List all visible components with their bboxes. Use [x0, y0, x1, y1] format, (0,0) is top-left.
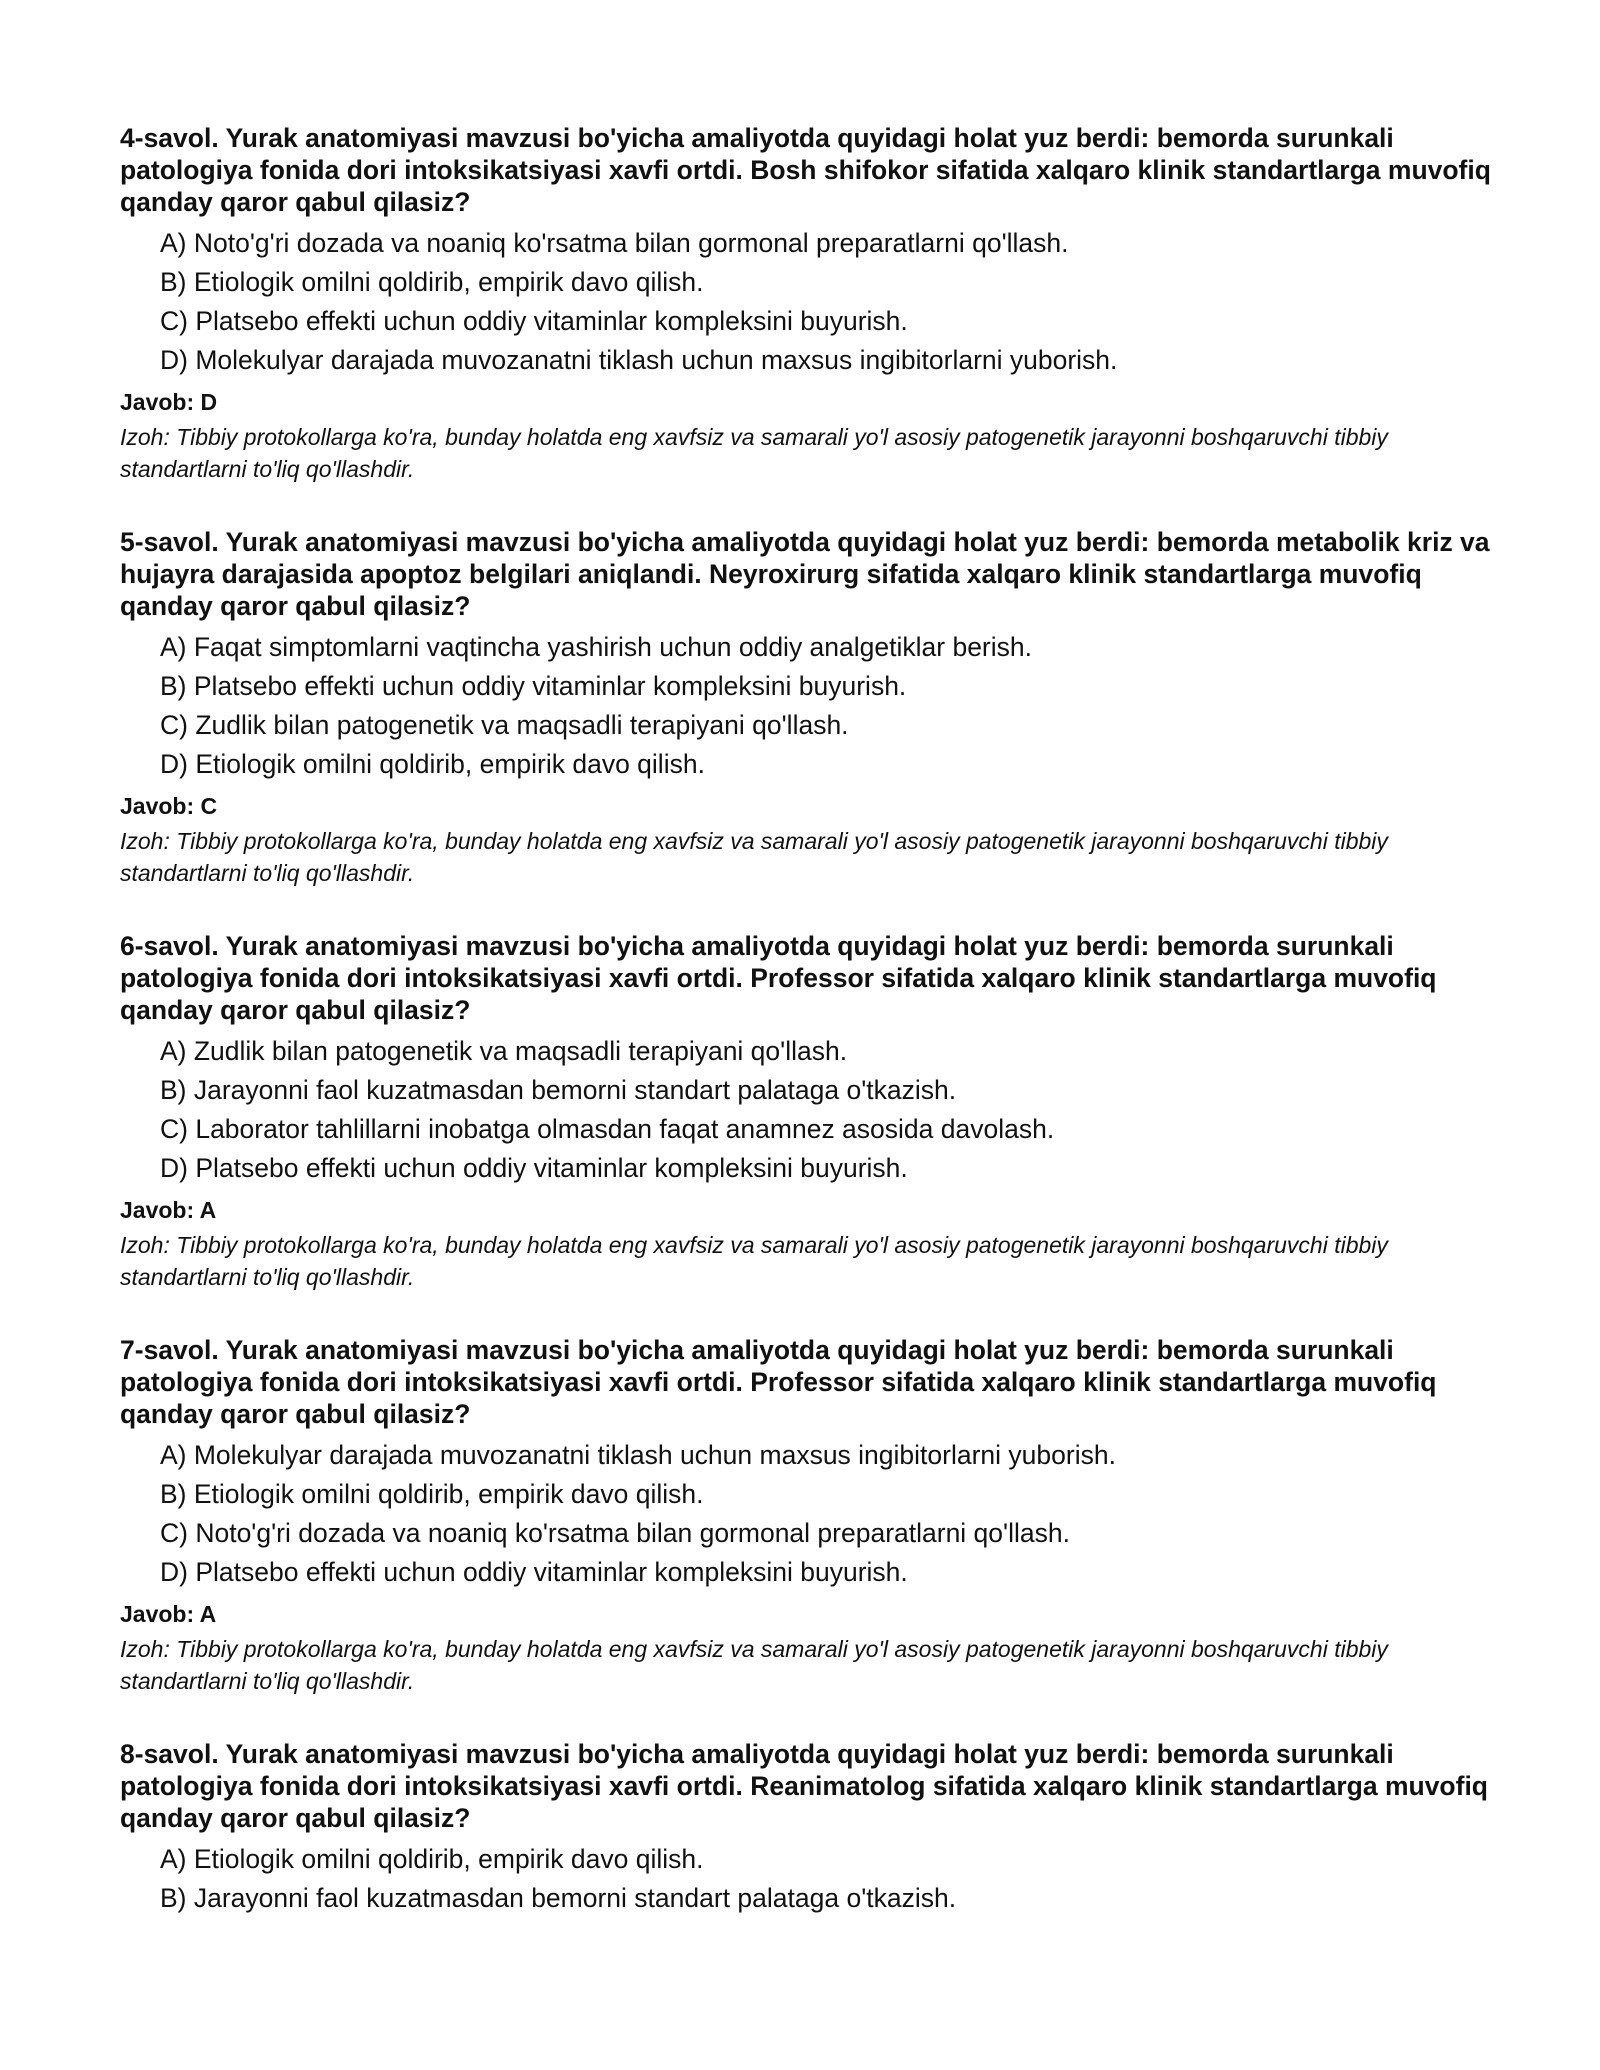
option-d: D) Platsebo effekti uchun oddiy vitaminlar kompleksini buyurish.	[160, 1557, 908, 1587]
explanation-note: Izoh: Tibbiy protokollarga ko'ra, bunday holatda eng xavfsiz va samarali yo'l asosiy patogenetik jarayonni boshqaruvchi tibbiy standartlarni to'liq qo'llashdir.	[120, 1232, 1388, 1290]
option-d: D) Molekulyar darajada muvozanatni tiklash uchun maxsus ingibitorlarni yuborish.	[160, 345, 1118, 375]
question-text: 5-savol. Yurak anatomiyasi mavzusi bo'yicha amaliyotda quyidagi holat yuz berdi: bemorda metabolik kriz va hujayra darajasida apoptoz belgilari aniqlandi. Neyroxirurg sifatida xalqaro klinik standartlarga muvofiq qanday qaror qabul qilasiz?	[120, 527, 1490, 621]
option-c: C) Noto'g'ri dozada va noaniq ko'rsatma bilan gormonal preparatlarni qo'llash.	[160, 1518, 1070, 1548]
question-text: 6-savol. Yurak anatomiyasi mavzusi bo'yicha amaliyotda quyidagi holat yuz berdi: bemorda surunkali patologiya fonida dori intoksikatsiyasi xavfi ortdi. Professor sifatida xalqaro klinik standartlarga muvofiq qanday qaror qabul qilasiz?	[120, 931, 1437, 1025]
option-a: A) Noto'g'ri dozada va noaniq ko'rsatma bilan gormonal preparatlarni qo'llash.	[160, 228, 1069, 258]
option-d: D) Etiologik omilni qoldirib, empirik davo qilish.	[160, 749, 705, 779]
option-a: A) Etiologik omilni qoldirib, empirik davo qilish.	[160, 1844, 704, 1874]
option-b: B) Platsebo effekti uchun oddiy vitaminlar kompleksini buyurish.	[160, 671, 907, 701]
options-list	[120, 628, 1500, 784]
option-b: B) Etiologik omilni qoldirib, empirik davo qilish.	[160, 1479, 704, 1509]
document-page	[120, 122, 1500, 1959]
answer: Javob: A	[120, 1197, 217, 1223]
option-b: B) Etiologik omilni qoldirib, empirik davo qilish.	[160, 267, 704, 297]
option-a: A) Molekulyar darajada muvozanatni tiklash uchun maxsus ingibitorlarni yuborish.	[160, 1440, 1116, 1470]
question-4	[120, 122, 1500, 485]
options-list	[120, 1032, 1500, 1188]
question-text: 7-savol. Yurak anatomiyasi mavzusi bo'yicha amaliyotda quyidagi holat yuz berdi: bemorda surunkali patologiya fonida dori intoksikatsiyasi xavfi ortdi. Professor sifatida xalqaro klinik standartlarga muvofiq qanday qaror qabul qilasiz?	[120, 1335, 1437, 1429]
option-c: C) Laborator tahlillarni inobatga olmasdan faqat anamnez asosida davolash.	[160, 1114, 1055, 1144]
question-6	[120, 930, 1500, 1293]
question-text: 4-savol. Yurak anatomiyasi mavzusi bo'yicha amaliyotda quyidagi holat yuz berdi: bemorda surunkali patologiya fonida dori intoksikatsiyasi xavfi ortdi. Bosh shifokor sifatida xalqaro klinik standartlarga muvofiq qanday qaror qabul qilasiz?	[120, 123, 1491, 217]
answer: Javob: C	[120, 793, 218, 819]
options-list	[120, 1840, 1500, 1918]
answer: Javob: A	[120, 1601, 217, 1627]
option-a: A) Zudlik bilan patogenetik va maqsadli terapiyani qo'llash.	[160, 1036, 848, 1066]
option-a: A) Faqat simptomlarni vaqtincha yashirish uchun oddiy analgetiklar berish.	[160, 632, 1032, 662]
question-5	[120, 526, 1500, 889]
option-b: B) Jarayonni faol kuzatmasdan bemorni standart palataga o'tkazish.	[160, 1075, 957, 1105]
question-text: 8-savol. Yurak anatomiyasi mavzusi bo'yicha amaliyotda quyidagi holat yuz berdi: bemorda surunkali patologiya fonida dori intoksikatsiyasi xavfi ortdi. Reanimatolog sifatida xalqaro klinik standartlarga muvofiq qanday qaror qabul qilasiz?	[120, 1739, 1488, 1833]
options-list	[120, 1436, 1500, 1592]
option-b: B) Jarayonni faol kuzatmasdan bemorni standart palataga o'tkazish.	[160, 1883, 957, 1913]
question-7	[120, 1334, 1500, 1697]
question-8	[120, 1738, 1500, 1918]
explanation-note: Izoh: Tibbiy protokollarga ko'ra, bunday holatda eng xavfsiz va samarali yo'l asosiy patogenetik jarayonni boshqaruvchi tibbiy standartlarni to'liq qo'llashdir.	[120, 828, 1388, 886]
explanation-note: Izoh: Tibbiy protokollarga ko'ra, bunday holatda eng xavfsiz va samarali yo'l asosiy patogenetik jarayonni boshqaruvchi tibbiy standartlarni to'liq qo'llashdir.	[120, 424, 1388, 482]
option-c: C) Platsebo effekti uchun oddiy vitaminlar kompleksini buyurish.	[160, 306, 908, 336]
options-list	[120, 224, 1500, 380]
explanation-note: Izoh: Tibbiy protokollarga ko'ra, bunday holatda eng xavfsiz va samarali yo'l asosiy patogenetik jarayonni boshqaruvchi tibbiy standartlarni to'liq qo'llashdir.	[120, 1636, 1388, 1694]
option-d: D) Platsebo effekti uchun oddiy vitaminlar kompleksini buyurish.	[160, 1153, 908, 1183]
answer: Javob: D	[120, 389, 218, 415]
option-c: C) Zudlik bilan patogenetik va maqsadli terapiyani qo'llash.	[160, 710, 849, 740]
